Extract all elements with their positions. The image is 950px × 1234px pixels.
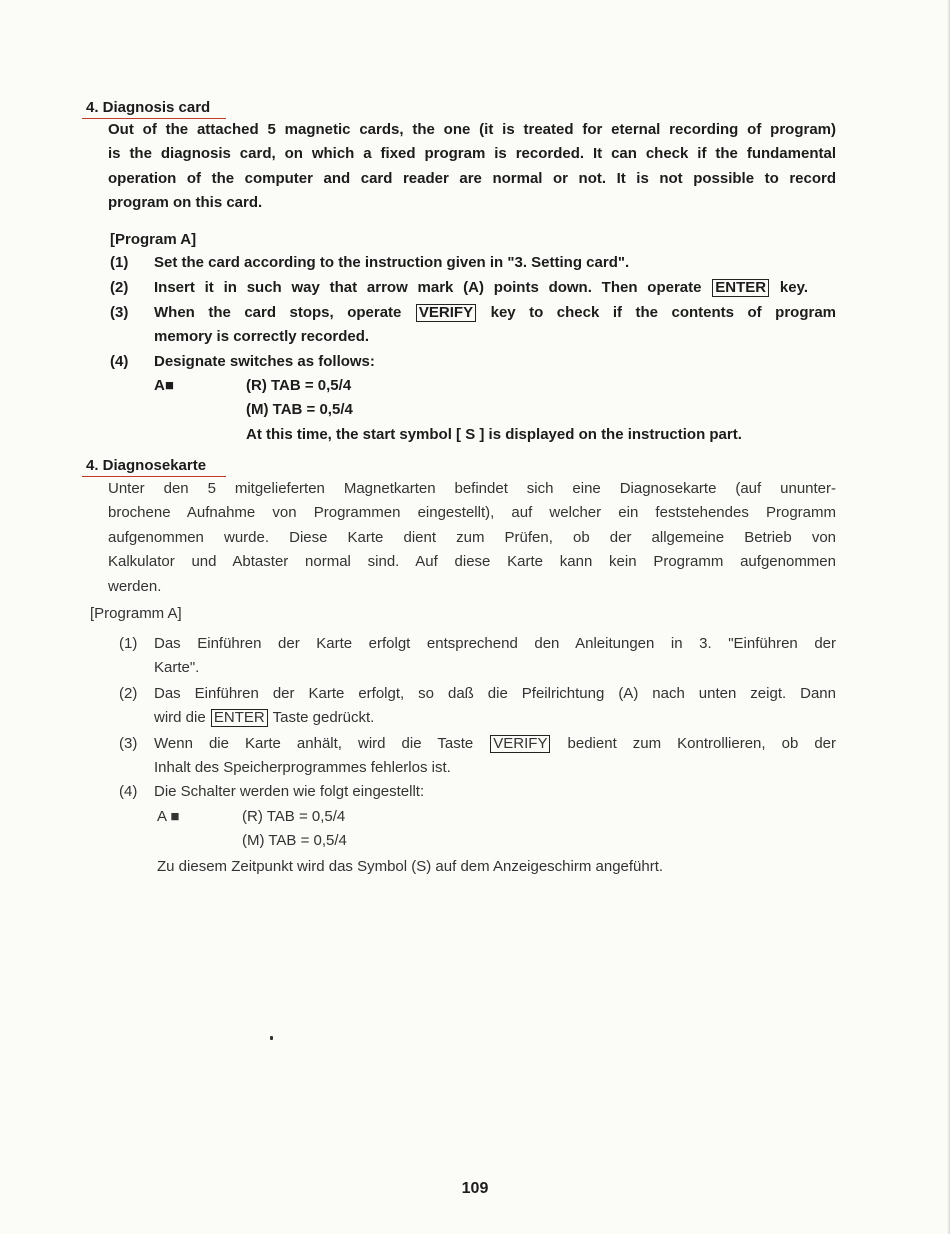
german-step-4: Die Schalter werden wie folgt eingestellt:: [154, 783, 425, 800]
paragraph-line: Unter den 5 mitgelieferten Magnetkarten befindet sich eine Diagnosekarte (auf ununter-: [108, 480, 836, 497]
paragraph-line: program on this card.: [108, 194, 263, 212]
english-step-4: Designate switches as follows:: [154, 353, 375, 370]
paragraph-line: brochene Aufnahme von Programmen eingestellt), auf welcher ein feststehendes Programm: [108, 504, 836, 522]
paragraph-line: aufgenommen wurde. Diese Karte dient zum Prüfen, ob der allgemeine Betrieb von: [108, 528, 836, 546]
english-step-number: (4): [110, 353, 129, 370]
english-switch-r: (R) TAB = 0,5/4: [246, 377, 352, 394]
german-result-text: Zu diesem Zeitpunkt wird das Symbol (Ѕ) auf dem Anzeigeschirm angeführt.: [157, 858, 664, 875]
german-section-heading: 4. Diagnosekarte: [86, 456, 206, 476]
english-result-text: At this time, the start symbol [ Ѕ ] is displayed on the instruction part.: [246, 426, 742, 443]
scan-speck: [270, 1036, 273, 1040]
german-switch-label: A ■: [157, 808, 180, 825]
paragraph-line: Kalkulator und Abtaster normal sind. Auf diese Karte kann kein Programm aufgenommen: [108, 553, 836, 571]
german-step-number: (1): [119, 635, 138, 652]
verify-key-label: VERIFY: [416, 304, 476, 322]
enter-key-label: ENTER: [211, 709, 268, 727]
german-switch-r: (R) TAB = 0,5/4: [242, 808, 346, 825]
paragraph-line: Out of the attached 5 magnetic cards, the one (it is treated for eternal recording of program): [108, 121, 836, 138]
paragraph-line: werden.: [108, 577, 162, 595]
english-switch-m: (M) TAB = 0,5/4: [246, 401, 353, 418]
german-step-number: (2): [119, 685, 138, 702]
english-step-2: Insert it in such way that arrow mark (A) points down. Then operate ENTER key.: [154, 279, 809, 296]
german-intro-paragraph: [108, 477, 836, 599]
german-step-number: (4): [119, 783, 138, 800]
english-step-number: (2): [110, 279, 129, 296]
german-step-number: (3): [119, 735, 138, 752]
verify-key-label: VERIFY: [490, 735, 550, 753]
english-step-number: (3): [110, 304, 129, 321]
english-step-3: When the card stops, operate VERIFY key to check if the contents of program memory is correctly recorded.: [154, 304, 837, 346]
german-step-3: Wenn die Karte anhält, wird die Taste VERIFY bedient zum Kontrollieren, ob der Inhalt des Speicherprogrammes fehlerlos ist.: [154, 735, 837, 777]
german-program-label: [Programm A]: [90, 605, 182, 622]
german-step-2: Das Einführen der Karte erfolgt, so daß die Pfeilrichtung (A) nach unten zeigt. Dann wird die ENTER Taste gedrückt.: [154, 685, 836, 727]
english-switch-label: A■: [154, 377, 174, 394]
english-intro-paragraph: [108, 118, 836, 216]
english-program-label: [Program A]: [110, 231, 197, 248]
english-step-number: (1): [110, 254, 129, 271]
enter-key-label: ENTER: [712, 279, 769, 297]
german-switch-m: (M) TAB = 0,5/4: [242, 832, 347, 849]
english-section-heading: 4. Diagnosis card: [86, 98, 210, 118]
paragraph-line: is the diagnosis card, on which a fixed program is recorded. It can check if the fundamental: [108, 145, 836, 163]
english-step-1: Set the card according to the instruction given in "3. Setting card".: [154, 254, 630, 271]
paragraph-line: operation of the computer and card reader are normal or not. It is not possible to record: [108, 169, 836, 187]
page-number: 109: [461, 1180, 489, 1197]
german-step-1: Das Einführen der Karte erfolgt entsprechend den Anleitungen in 3. "Einführen der Karte".: [154, 635, 836, 677]
